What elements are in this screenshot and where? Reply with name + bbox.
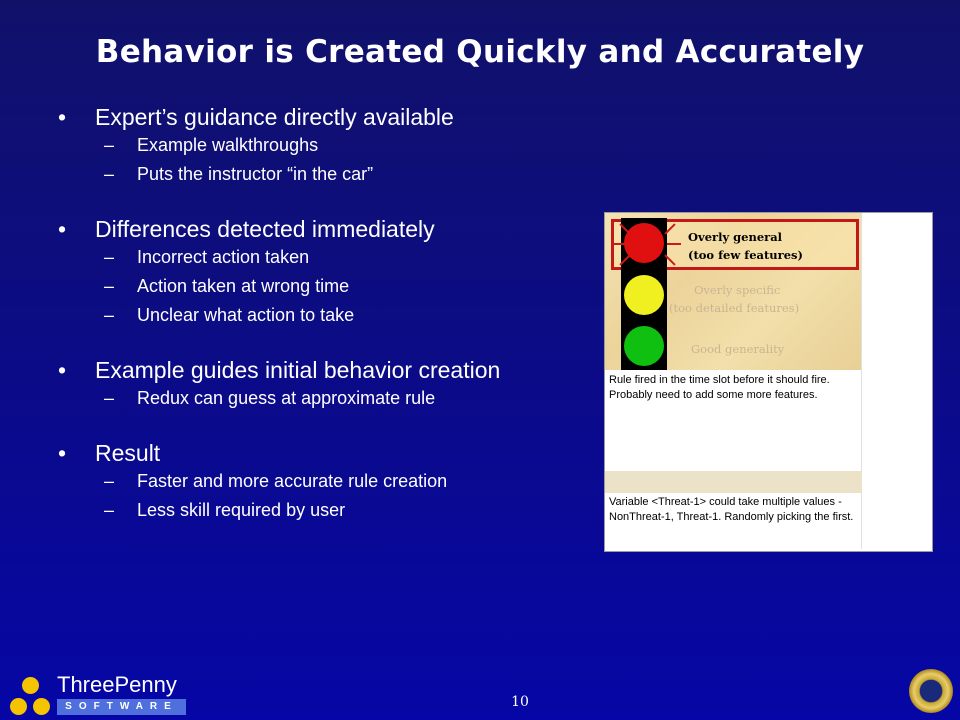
bullet-dot-icon: • [58, 104, 67, 130]
sub-bullet-item [58, 243, 598, 272]
status-specific-line1: Overly specific [694, 283, 781, 297]
dash-icon: – [104, 276, 115, 296]
bullet-text: Result [95, 440, 161, 466]
logo-brand: ThreePenny [57, 672, 177, 697]
bullet-item [58, 103, 598, 131]
sub-bullet-item [58, 384, 598, 413]
red-light-icon [624, 223, 664, 263]
bullet-item [58, 356, 598, 384]
feedback-screenshot [604, 212, 933, 552]
sub-bullet-text: Less skill required by user [137, 500, 346, 520]
dash-icon: – [104, 500, 115, 520]
logo-dot-icon [22, 677, 39, 694]
bullet-dot-icon: • [58, 357, 67, 383]
yellow-light-icon [624, 275, 664, 315]
bullet-group [58, 103, 598, 189]
feedback-message-2: Variable <Threat-1> could take multiple values - NonThreat-1, Threat-1. Randomly picking the first. [609, 496, 854, 523]
sub-bullet-text: Incorrect action taken [137, 247, 310, 267]
logo-tagline: SOFTWARE [57, 699, 186, 715]
sub-bullet-text: Redux can guess at approximate rule [137, 388, 436, 408]
sub-bullet-item [58, 496, 598, 525]
panel-separator [605, 471, 862, 493]
dash-icon: – [104, 305, 115, 325]
sub-bullet-item [58, 131, 598, 160]
green-light-icon [624, 326, 664, 366]
dash-icon: – [104, 135, 115, 155]
bullet-item [58, 439, 598, 467]
university-seal-icon [909, 669, 953, 713]
logo-dot-icon [10, 698, 27, 715]
sub-bullet-text: Example walkthroughs [137, 135, 319, 155]
bullet-group [58, 439, 598, 525]
sub-bullet-text: Unclear what action to take [137, 305, 355, 325]
logo-dot-icon [33, 698, 50, 715]
bullet-text: Differences detected immediately [95, 216, 435, 242]
sub-bullet-item [58, 272, 598, 301]
bullet-dot-icon: • [58, 440, 67, 466]
dash-icon: – [104, 247, 115, 267]
bullet-group [58, 215, 598, 330]
bullet-text: Example guides initial behavior creation [95, 357, 501, 383]
bullet-text: Expert’s guidance directly available [95, 104, 454, 130]
feedback-message-1: Rule fired in the time slot before it should fire. Probably need to add some more features. [609, 374, 830, 401]
sub-bullet-text: Puts the instructor “in the car” [137, 164, 374, 184]
slide-title: Behavior is Created Quickly and Accurately [95, 34, 865, 70]
bullet-group [58, 356, 598, 413]
sub-bullet-text: Faster and more accurate rule creation [137, 471, 448, 491]
sub-bullet-item [58, 160, 598, 189]
bullet-dot-icon: • [58, 216, 67, 242]
side-panel [861, 213, 931, 549]
dash-icon: – [104, 388, 115, 408]
status-specific-line2: (too detailed features) [669, 301, 800, 315]
sub-bullet-text: Action taken at wrong time [137, 276, 350, 296]
bullet-list [58, 103, 598, 551]
dash-icon: – [104, 471, 115, 491]
sub-bullet-item [58, 301, 598, 330]
page-number: 10 [511, 694, 529, 710]
status-good: Good generality [691, 342, 785, 356]
status-general-line1: Overly general [688, 230, 783, 244]
sub-bullet-item [58, 467, 598, 496]
traffic-light [621, 218, 667, 370]
dash-icon: – [104, 164, 115, 184]
bullet-item [58, 215, 598, 243]
status-general-line2: (too few features) [688, 248, 803, 262]
